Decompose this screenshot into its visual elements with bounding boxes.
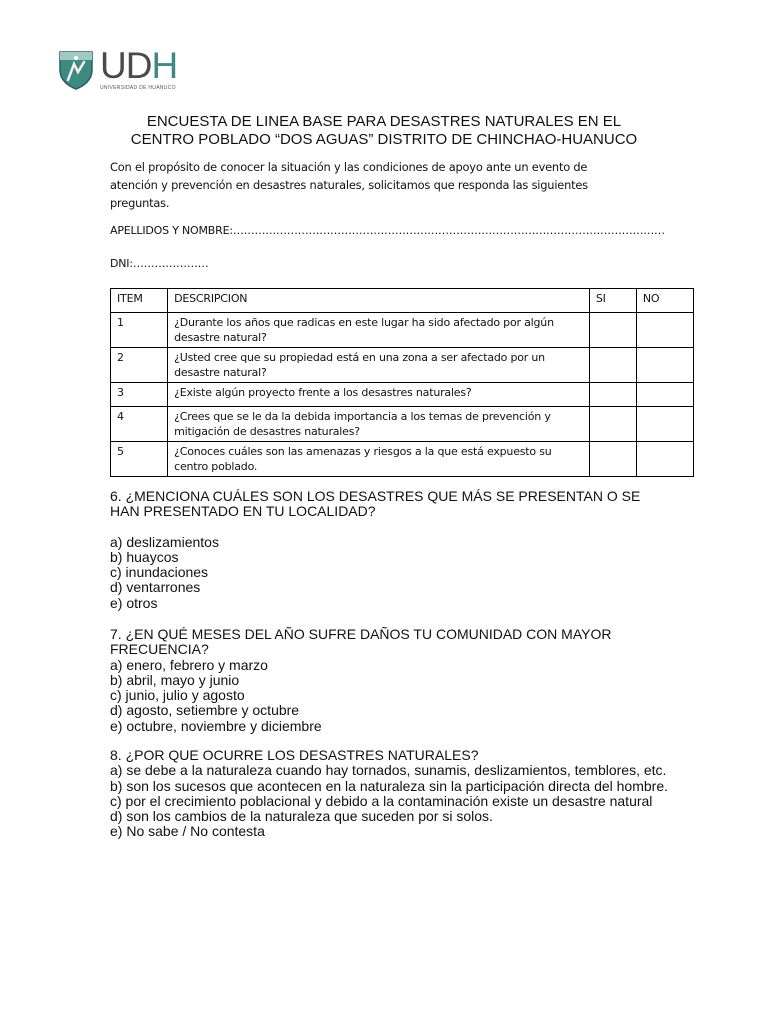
option-a[interactable]: a) se debe a la naturaleza cuando hay tornados, sunamis, deslizamientos, temblores, etc. xyxy=(110,762,667,779)
question-text: 7. ¿EN QUÉ MESES DEL AÑO SUFRE DAÑOS TU COMUNIDAD CON MAYOR FRECUENCIA? xyxy=(110,626,612,658)
title-line-1: ENCUESTA DE LINEA BASE PARA DESASTRES NATURALES EN EL xyxy=(146,113,622,130)
item-description: ¿Crees que se le da la debida importancia a los temas de prevención y mitigación de desastres naturales? xyxy=(168,407,590,442)
answer-no-cell[interactable] xyxy=(636,407,693,442)
logo-subtitle: UNIVERSIDAD DE HUÁNUCO xyxy=(100,85,176,91)
option-e[interactable]: e) No sabe / No contesta xyxy=(110,823,265,840)
header-si: SI xyxy=(589,289,636,313)
item-description: ¿Durante los años que radicas en este lugar ha sido afectado por algún desastre natural? xyxy=(168,313,590,348)
option-c[interactable]: c) inundaciones xyxy=(110,564,209,581)
udh-logo xyxy=(58,45,178,91)
item-number: 5 xyxy=(111,442,168,477)
item-number: 2 xyxy=(111,348,168,383)
table-row xyxy=(111,442,694,477)
answer-si-cell[interactable] xyxy=(589,348,636,383)
option-a[interactable]: a) enero, febrero y marzo xyxy=(110,656,268,673)
answer-si-cell[interactable] xyxy=(589,313,636,348)
option-b[interactable]: b) son los sucesos que acontecen en la naturaleza sin la participación directa del hombre. xyxy=(110,777,668,794)
question-text: 6. ¿MENCIONA CUÁLES SON LOS DESASTRES QUE MÁS SE PRESENTAN O SE HAN PRESENTADO EN TU LOCALIDAD? xyxy=(110,488,641,520)
answer-no-cell[interactable] xyxy=(636,313,693,348)
option-d[interactable]: d) ventarrones xyxy=(110,579,201,596)
table-row xyxy=(111,348,694,383)
table-header-row xyxy=(111,289,694,313)
survey-table xyxy=(110,288,694,477)
header-descripcion: DESCRIPCION xyxy=(168,289,590,313)
question-6 xyxy=(110,489,670,611)
table-row xyxy=(111,313,694,348)
item-description: ¿Usted cree que su propiedad está en una zona a ser afectado por un desastre natural? xyxy=(168,348,590,383)
title-line-2: CENTRO POBLADO “DOS AGUAS” DISTRITO DE CHINCHAO-HUANUCO xyxy=(130,131,638,148)
item-number: 1 xyxy=(111,313,168,348)
option-e[interactable]: e) otros xyxy=(110,594,158,611)
option-c[interactable]: c) junio, julio y agosto xyxy=(110,687,245,704)
answer-no-cell[interactable] xyxy=(636,348,693,383)
intro-paragraph: Con el propósito de conocer la situación y las condiciones de apoyo ante un evento de atención y prevención en desastres naturales, solicitamos que responda las siguientes preguntas. xyxy=(110,160,588,210)
dni-field[interactable]: DNI:………………… xyxy=(110,257,209,270)
answer-si-cell[interactable] xyxy=(589,407,636,442)
header-no: NO xyxy=(636,289,693,313)
option-d[interactable]: d) agosto, setiembre y octubre xyxy=(110,702,300,719)
option-d[interactable]: d) son los cambios de la naturaleza que suceden por si solos. xyxy=(110,808,493,825)
item-description: ¿Existe algún proyecto frente a los desastres naturales? xyxy=(168,383,590,407)
option-e[interactable]: e) octubre, noviembre y diciembre xyxy=(110,717,322,734)
answer-no-cell[interactable] xyxy=(636,383,693,407)
table-row xyxy=(111,407,694,442)
header-item: ITEM xyxy=(111,289,168,313)
question-text: 8. ¿POR QUE OCURRE LOS DESASTRES NATURALES? xyxy=(110,747,479,763)
answer-no-cell[interactable] xyxy=(636,442,693,477)
survey-title xyxy=(110,113,658,149)
question-7 xyxy=(110,627,670,734)
option-a[interactable]: a) deslizamientos xyxy=(110,533,219,550)
logo-wordmark: UDH xyxy=(100,45,178,86)
item-description: ¿Conoces cuáles son las amenazas y riesgos a la que está expuesto su centro poblado. xyxy=(168,442,590,477)
answer-si-cell[interactable] xyxy=(589,383,636,407)
table-row xyxy=(111,383,694,407)
apellidos-field[interactable]: APELLIDOS Y NOMBRE:………………………………………………………………………………………………………… xyxy=(110,224,665,237)
option-b[interactable]: b) huaycos xyxy=(110,548,179,565)
answer-si-cell[interactable] xyxy=(589,442,636,477)
item-number: 3 xyxy=(111,383,168,407)
item-number: 4 xyxy=(111,407,168,442)
university-shield-icon xyxy=(58,50,94,90)
option-c[interactable]: c) por el crecimiento poblacional y debido a la contaminación existe un desastre natural xyxy=(110,792,653,809)
option-b[interactable]: b) abril, mayo y junio xyxy=(110,671,240,688)
question-8 xyxy=(110,748,670,840)
